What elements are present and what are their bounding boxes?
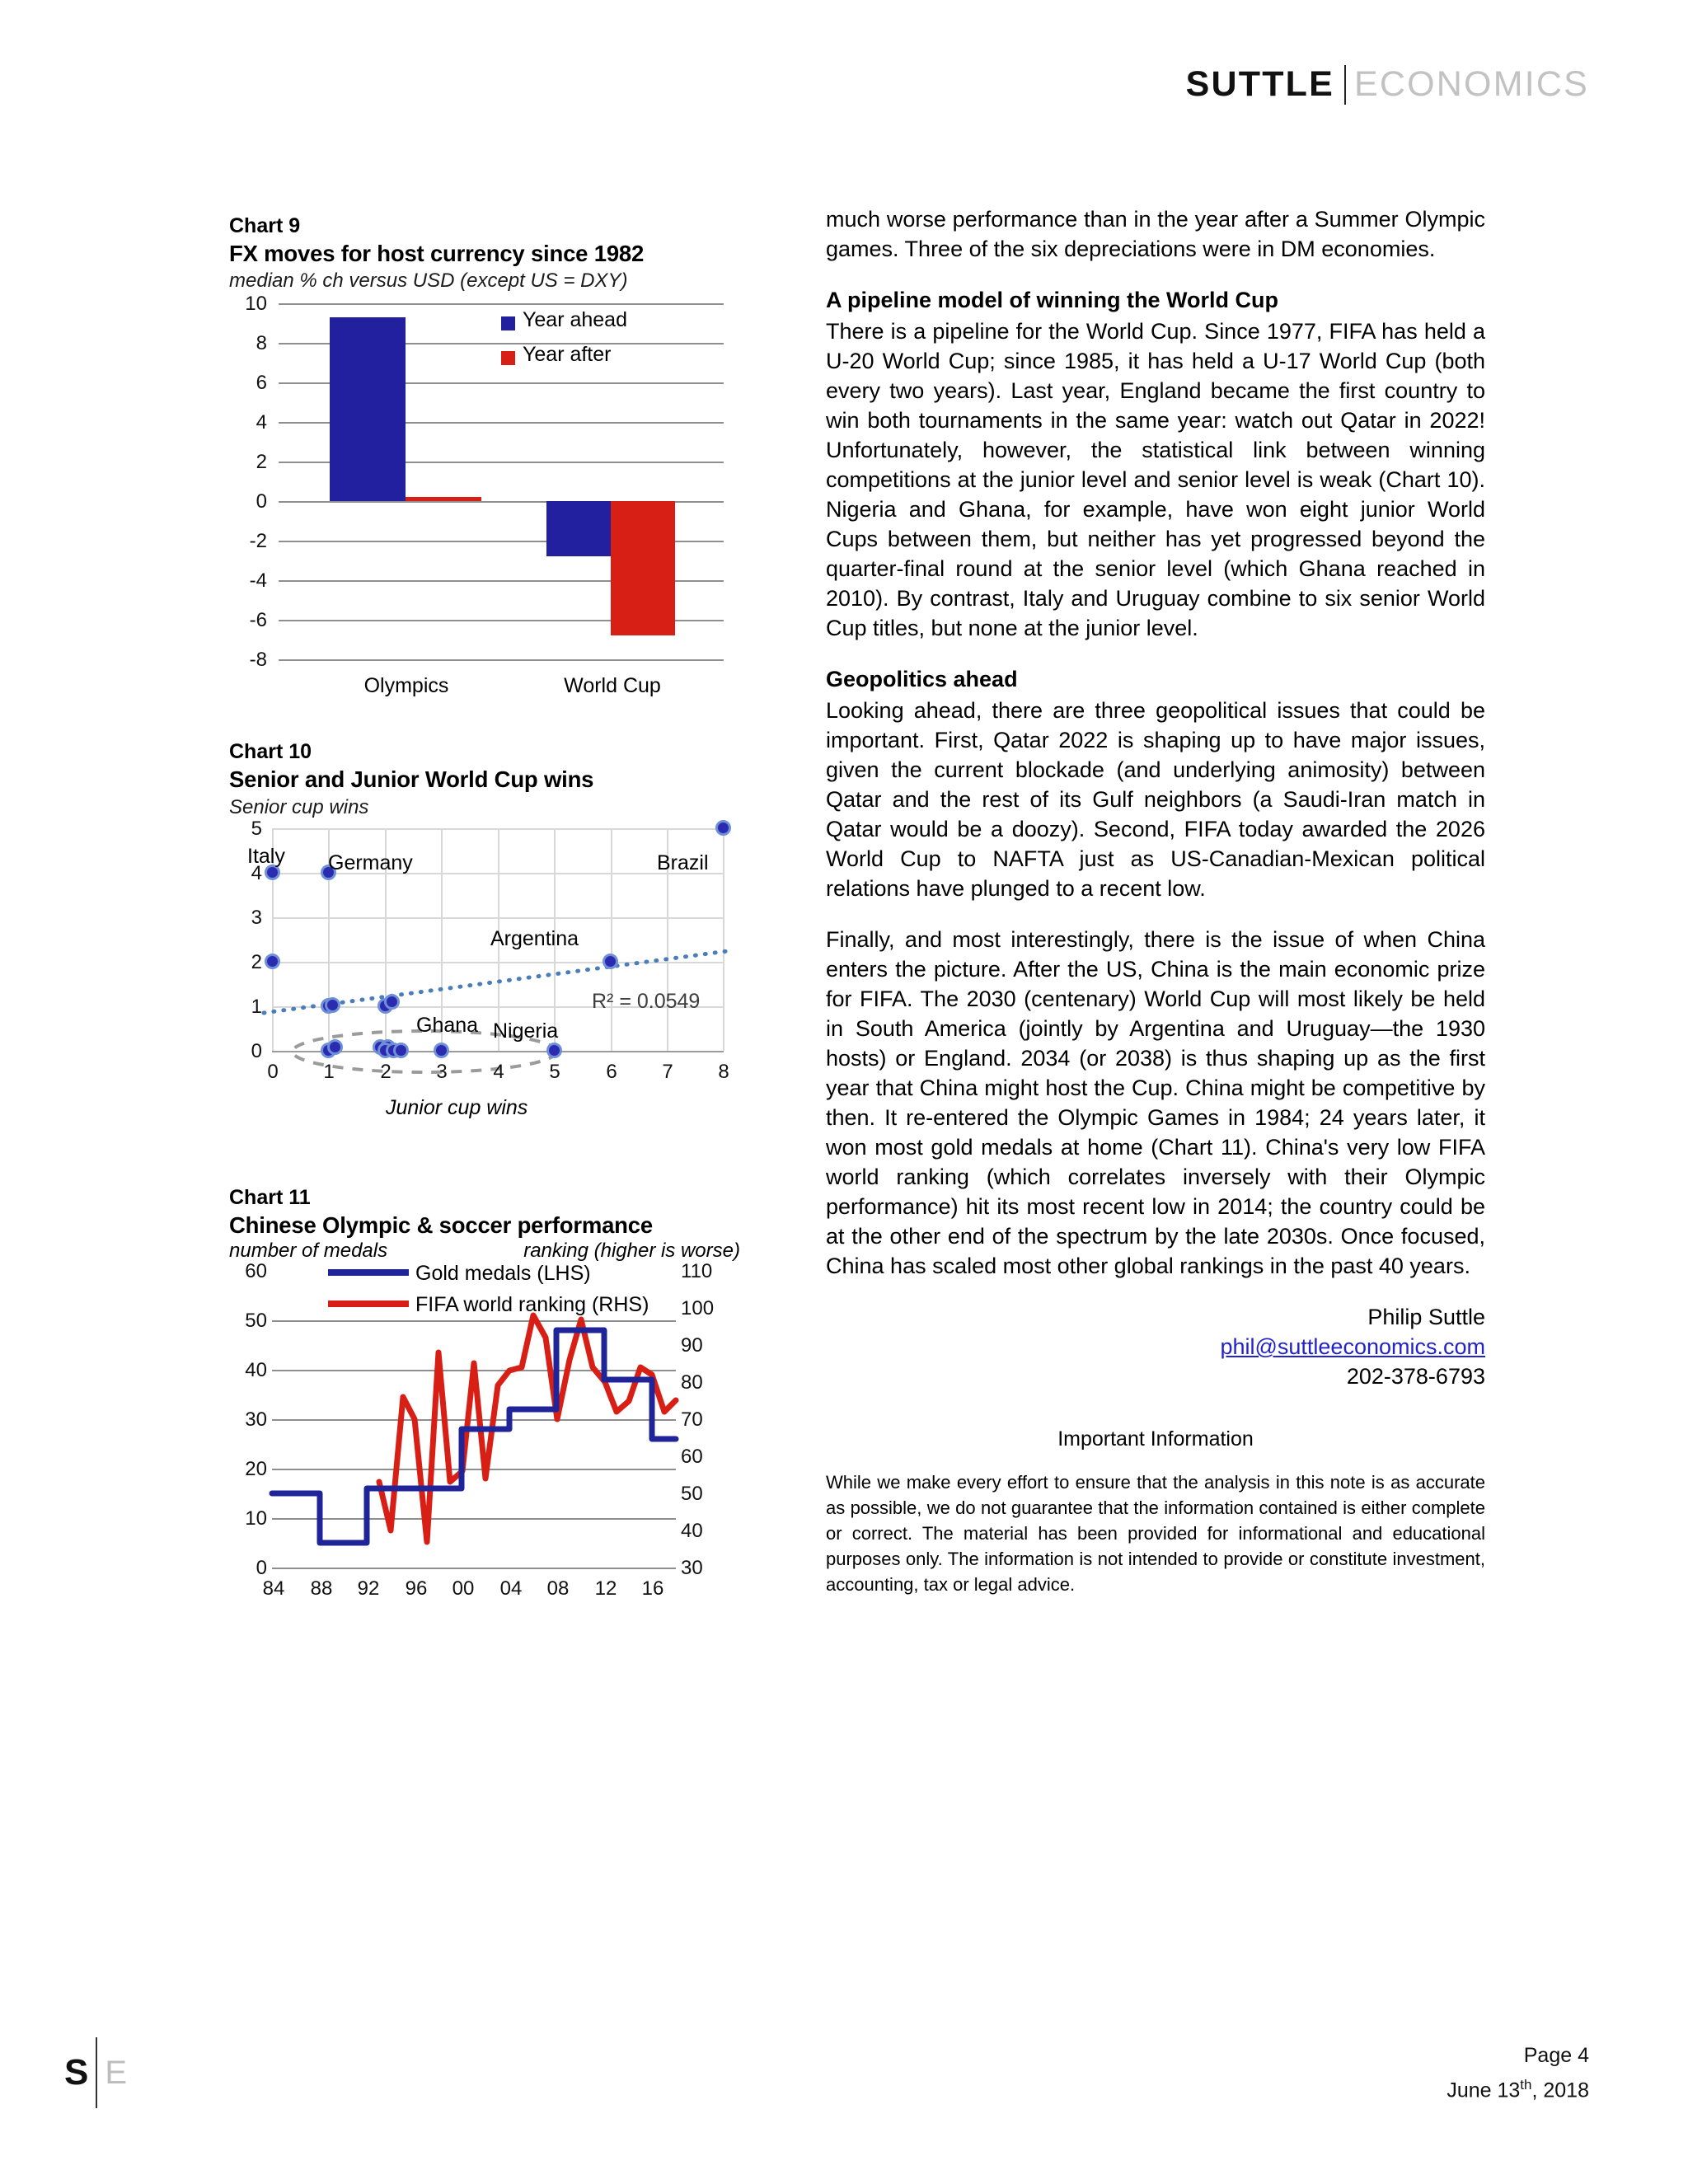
chart-9-xlabel-olympics: Olympics xyxy=(363,674,449,698)
chart-11-left-ytick: 10 xyxy=(245,1507,267,1530)
legend-label-gold-medals: Gold medals (LHS) xyxy=(415,1261,591,1285)
gridline xyxy=(279,303,724,305)
chart-9-ytick: 2 xyxy=(256,451,267,474)
chart-10-plot xyxy=(229,817,740,1125)
chart-11-xtick: 16 xyxy=(641,1577,664,1600)
chart-11-subtitles xyxy=(229,1240,740,1263)
chart-10-ytick: 4 xyxy=(251,861,262,884)
chart-9-ytick: -8 xyxy=(249,649,267,672)
bar-worldcup-year-ahead xyxy=(546,501,611,556)
chart-11-right-ytick: 60 xyxy=(681,1445,703,1468)
scatter-label-italy: Italy xyxy=(247,844,285,868)
brand-name-light: ECONOMICS xyxy=(1354,64,1589,104)
chart-11-xtick: 04 xyxy=(499,1577,523,1600)
chart-9-ytick: 0 xyxy=(256,490,267,513)
bar-olympics-year-ahead xyxy=(330,317,406,501)
chart-11-right-ytick: 40 xyxy=(681,1519,703,1542)
brand-divider xyxy=(1344,65,1346,105)
footer-mark-e: E xyxy=(105,2054,128,2091)
legend-label-year-after: Year after xyxy=(523,343,612,367)
footer-meta xyxy=(1447,2041,1589,2105)
chart-11-xtick: 88 xyxy=(310,1577,333,1600)
chart-11-left-ytick: 40 xyxy=(245,1358,267,1381)
charts-column xyxy=(229,213,740,1633)
author-email-link[interactable]: phil@suttleeconomics.com xyxy=(1220,1334,1485,1359)
author-name: Philip Suttle xyxy=(1367,1305,1485,1329)
chart-10-xtick: 5 xyxy=(549,1060,560,1083)
heading-geopolitics: Geopolitics ahead xyxy=(826,667,1018,691)
scatter-label-ghana: Ghana xyxy=(416,1013,479,1037)
date-main: June 13 xyxy=(1447,2079,1521,2102)
chart-10-number: Chart 10 xyxy=(229,740,312,764)
heading-pipeline-model: A pipeline model of winning the World Cup xyxy=(826,288,1278,312)
important-information-title: Important Information xyxy=(1057,1427,1254,1451)
footer-mark-divider xyxy=(96,2037,97,2108)
chart-9-ytick: 4 xyxy=(256,411,267,434)
bar-worldcup-year-after xyxy=(611,501,675,635)
footer-logo-mark xyxy=(64,2037,127,2108)
chart-10-xtick: 8 xyxy=(718,1060,729,1083)
chart-11-right-ytick: 30 xyxy=(681,1556,703,1579)
chart-11-title: Chinese Olympic & soccer performance xyxy=(229,1212,653,1238)
legend-label-year-ahead: Year ahead xyxy=(523,308,627,332)
chart-11-series xyxy=(229,1271,740,1625)
footer-mark-s: S xyxy=(64,2052,89,2093)
chart-11-xtick: 12 xyxy=(594,1577,617,1600)
chart-11-subtitle-left: number of medals xyxy=(229,1239,388,1262)
chart-10-r-squared: R² = 0.0549 xyxy=(592,989,701,1013)
chart-11-xtick: 84 xyxy=(262,1577,285,1600)
chart-11-subtitle-right: ranking (higher is worse) xyxy=(523,1239,740,1262)
chart-11 xyxy=(229,1184,740,1625)
brand-name-bold: SUTTLE xyxy=(1185,64,1335,104)
chart-10-ytick: 3 xyxy=(251,906,262,929)
author-phone: 202-378-6793 xyxy=(1346,1364,1485,1389)
chart-11-right-ytick: 80 xyxy=(681,1371,703,1394)
chart-9-ytick: 10 xyxy=(245,293,267,316)
gridline xyxy=(279,659,724,661)
chart-10-ytick: 0 xyxy=(251,1039,262,1062)
date-year: , 2018 xyxy=(1531,2079,1589,2102)
chart-10-subtitle: Senior cup wins xyxy=(229,795,369,818)
chart-11-number: Chart 11 xyxy=(229,1185,311,1209)
chart-9-plot xyxy=(229,293,740,698)
chart-11-left-ytick: 50 xyxy=(245,1309,267,1332)
chart-9-xlabel-worldcup: World Cup xyxy=(564,674,661,698)
scatter-label-germany: Germany xyxy=(328,851,413,874)
chart-11-right-ytick: 90 xyxy=(681,1333,703,1357)
chart-10 xyxy=(229,738,740,1124)
chart-11-xtick: 92 xyxy=(357,1577,380,1600)
chart-9-title: FX moves for host currency since 1982 xyxy=(229,241,645,266)
chart-10-ytick: 2 xyxy=(251,950,262,973)
scatter-label-argentina: Argentina xyxy=(490,926,579,950)
chart-11-xtick: 08 xyxy=(546,1577,570,1600)
chart-9-subtitle: median % ch versus USD (except US = DXY) xyxy=(229,269,628,293)
chart-10-xtick: 7 xyxy=(662,1060,673,1083)
bar-olympics-year-after xyxy=(406,497,481,501)
chart-9-ytick: -6 xyxy=(249,609,267,632)
chart-11-right-ytick: 70 xyxy=(681,1408,703,1431)
chart-9-ytick: 6 xyxy=(256,372,267,395)
chart-11-right-ytick: 50 xyxy=(681,1482,703,1505)
chart-11-left-ytick: 60 xyxy=(245,1259,267,1282)
chart-11-right-ytick: 110 xyxy=(681,1259,713,1282)
company-logo xyxy=(1186,64,1589,105)
chart-11-left-ytick: 0 xyxy=(256,1556,267,1579)
scatter-point xyxy=(384,994,400,1010)
chart-9-ytick: -2 xyxy=(249,530,267,553)
chart-10-xtick: 1 xyxy=(323,1060,335,1083)
scatter-point xyxy=(265,954,280,969)
chart-10-xtick: 6 xyxy=(606,1060,617,1083)
paragraph-china: Finally, and most interestingly, there is the issue of when China enters the picture. After the US, China is the main economic prize for FIFA. The 2030 (centenary) World Cup will most likely be held in South America (jointly by Argentina and Uruguay—the 1930 hosts) or England. 2034 (or 2038) is thus shaping up as the first year that China might host the Cup. China might be competitive by then. It re-entered the Olympic Games in 1984; 24 years later, it won most gold medals at home (Chart 11). China's very low FIFA world ranking (which correlates inversely with their Olympic performance) hit its most recent low in 2014; the country could be at the other end of the spectrum by the late 2030s. Once focused, China has scaled most other global rankings in the past 40 years. xyxy=(826,927,1485,1278)
chart-11-xtick: 96 xyxy=(405,1577,428,1600)
scatter-label-brazil: Brazil xyxy=(657,851,709,874)
paragraph-pipeline: There is a pipeline for the World Cup. Since 1977, FIFA has held a U-20 World Cup; since 1985, it has held a U-17 World Cup (both every two years). Last year, England became the first country to win both tournaments in the same year: watch out Qatar in 2022! Unfortunately, however, the statistical link between winning competitions at the junior level and senior level is weak (Chart 10). Nigeria and Ghana, for example, have won eight junior World Cups between them, but neither has yet progressed beyond the quarter-final round at the senior level (which Ghana reached in 2010). By contrast, Italy and Uruguay combine to six senior World Cup titles, but none at the junior level. xyxy=(826,319,1485,640)
chart-11-plot xyxy=(229,1259,740,1625)
legend-swatch-year-ahead xyxy=(501,316,515,330)
chart-11-left-ytick: 20 xyxy=(245,1457,267,1480)
date-ordinal-suffix: th xyxy=(1520,2077,1532,2093)
chart-10-xtick: 0 xyxy=(267,1060,279,1083)
signature-block xyxy=(826,1302,1485,1391)
chart-10-ytick: 5 xyxy=(251,817,262,840)
chart-10-xtick: 2 xyxy=(380,1060,392,1083)
document-date xyxy=(1447,2070,1589,2105)
scatter-label-nigeria: Nigeria xyxy=(493,1019,559,1043)
legend-swatch-year-after xyxy=(501,351,515,365)
chart-11-left-ytick: 30 xyxy=(245,1408,267,1431)
paragraph-continuation: much worse performance than in the year after a Summer Olympic games. Three of the six depreciations were in DM economies. xyxy=(826,207,1485,261)
disclaimer-text: While we make every effort to ensure that the analysis in this note is as accurate as possible, we do not guarantee that the information contained is either complete or correct. The material has been provided for informational and educational purposes only. The information is not intended to provide or constitute investment, accounting, tax or legal advice. xyxy=(826,1472,1485,1595)
chart-10-ytick: 1 xyxy=(251,995,262,1018)
page-number: Page 4 xyxy=(1523,2044,1589,2067)
chart-11-xtick: 00 xyxy=(452,1577,475,1600)
chart-10-xtick: 3 xyxy=(436,1060,448,1083)
chart-9-ytick: -4 xyxy=(249,569,267,593)
paragraph-geopolitics: Looking ahead, there are three geopolitical issues that could be important. First, Qatar 2022 is shaping up to have major issues, given the current blockade (and underlying animosity) between Qatar and the rest of its Gulf neighbors (a Saudi-Iran match in Qatar would be a doozy). Second, FIFA today awarded the 2026 World Cup to NAFTA just as US-Canadian-Mexican political relations have plunged to a recent low. xyxy=(826,698,1485,901)
chart-11-right-ytick: 100 xyxy=(681,1296,715,1319)
chart-10-axis-title-x: Junior cup wins xyxy=(386,1095,528,1119)
chart-10-xtick: 4 xyxy=(493,1060,504,1083)
chart-9-number: Chart 9 xyxy=(229,214,301,237)
legend-label-fifa-ranking: FIFA world ranking (RHS) xyxy=(415,1292,649,1316)
chart-9 xyxy=(229,213,740,698)
chart-10-title: Senior and Junior World Cup wins xyxy=(229,766,594,793)
article-column xyxy=(826,204,1485,1597)
chart-9-ytick: 8 xyxy=(256,332,267,355)
